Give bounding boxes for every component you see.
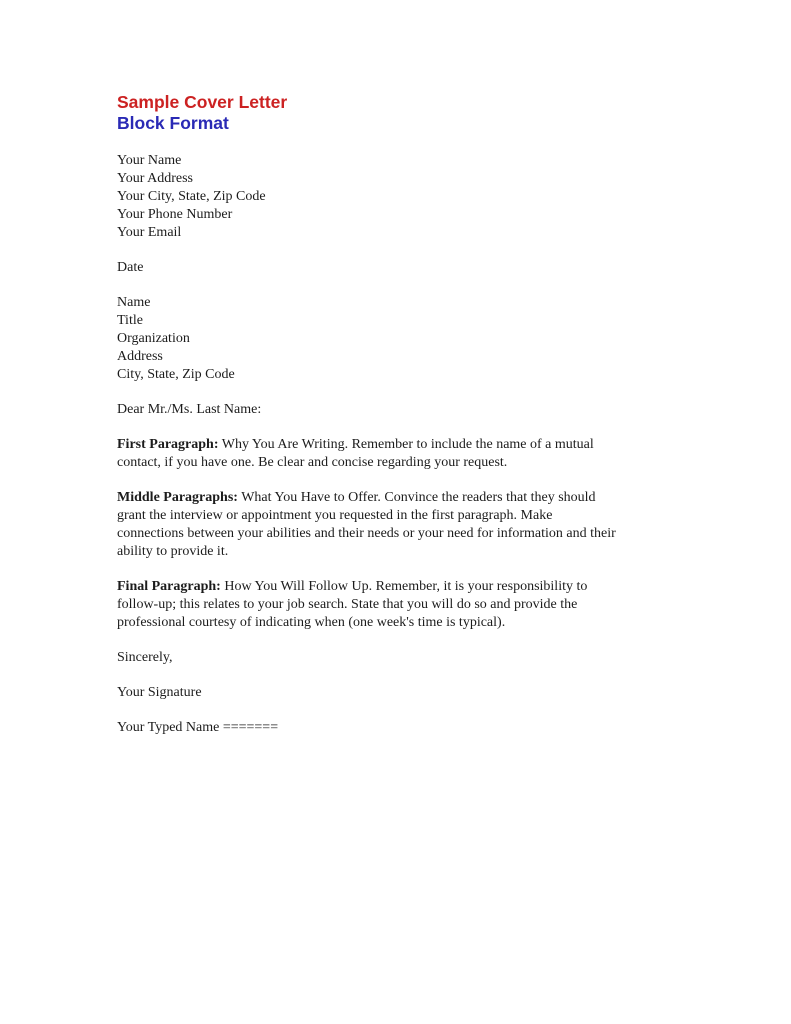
closing-line: Sincerely, (117, 650, 173, 665)
document-heading (117, 92, 679, 134)
sender-line-address: Your Address (117, 171, 193, 186)
paragraph-text: What You Have to Offer. Convince the readers that they should (241, 490, 596, 505)
first-paragraph-label: First Paragraph: (117, 437, 219, 452)
paragraph-line: follow-up; this relates to your job search. State that you will do so and provide the (117, 597, 578, 612)
recipient-line-organization: Organization (117, 331, 190, 346)
recipient-line-address: Address (117, 349, 163, 364)
recipient-line-name: Name (117, 295, 151, 310)
recipient-address-block (117, 294, 679, 384)
middle-paragraphs (117, 489, 679, 561)
paragraph-line (117, 489, 679, 507)
letter-content (117, 92, 679, 754)
paragraph-line (117, 578, 679, 596)
recipient-line-title: Title (117, 313, 143, 328)
paragraph-line: contact, if you have one. Be clear and concise regarding your request. (117, 455, 508, 470)
paragraph-text: Why You Are Writing. Remember to include the name of a mutual (221, 437, 594, 452)
recipient-line-city: City, State, Zip Code (117, 367, 235, 382)
paragraph-line: connections between your abilities and their needs or your need for information and their (117, 526, 616, 541)
paragraph-line: professional courtesy of indicating when (one week's time is typical). (117, 615, 506, 630)
sender-line-name: Your Name (117, 153, 182, 168)
sender-address-block (117, 152, 679, 242)
sender-line-email: Your Email (117, 225, 182, 240)
typed-name-line: Your Typed Name ======= (117, 720, 279, 735)
heading-sample-cover-letter: Sample Cover Letter (117, 92, 288, 112)
heading-block-format: Block Format (117, 113, 229, 133)
first-paragraph (117, 436, 679, 472)
salutation-line: Dear Mr./Ms. Last Name: (117, 402, 262, 417)
paragraph-line: ability to provide it. (117, 544, 229, 559)
middle-paragraphs-label: Middle Paragraphs: (117, 490, 238, 505)
sender-line-city: Your City, State, Zip Code (117, 189, 266, 204)
signature-block (117, 684, 679, 702)
typed-name-block (117, 719, 679, 737)
date-block (117, 259, 679, 277)
final-paragraph-label: Final Paragraph: (117, 579, 221, 594)
paragraph-text: How You Will Follow Up. Remember, it is your responsibility to (224, 579, 588, 594)
sender-line-phone: Your Phone Number (117, 207, 233, 222)
paragraph-line (117, 436, 679, 454)
date-line: Date (117, 260, 144, 275)
salutation-block (117, 401, 679, 419)
paragraph-line: grant the interview or appointment you requested in the first paragraph. Make (117, 508, 553, 523)
final-paragraph (117, 578, 679, 632)
closing-block (117, 649, 679, 667)
signature-line: Your Signature (117, 685, 202, 700)
